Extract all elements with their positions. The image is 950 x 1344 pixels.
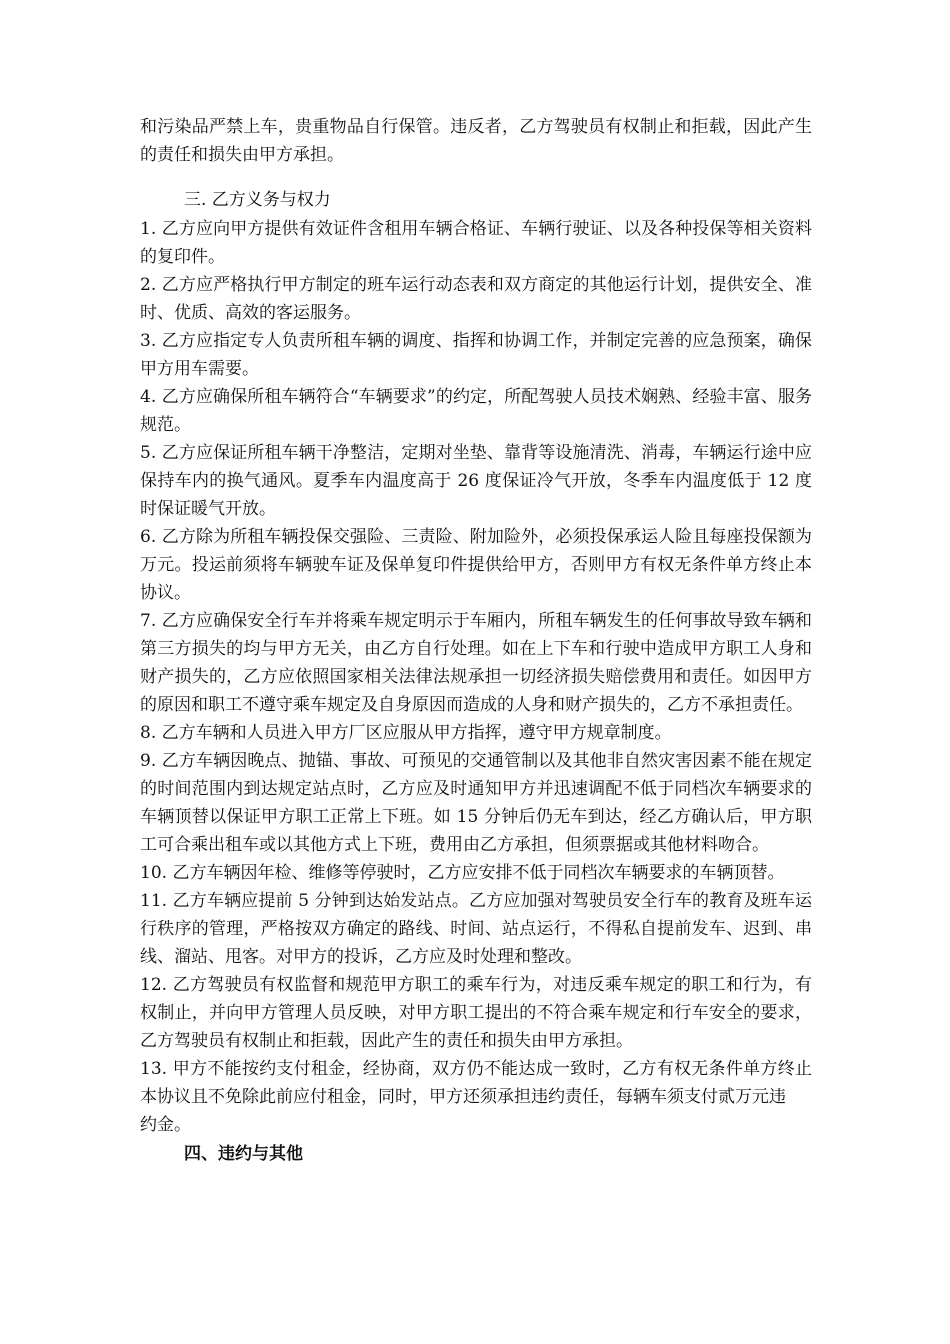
continued-paragraph: 和污染品严禁上车，贵重物品自行保管。违反者，乙方驾驶员有权制止和拒载，因此产生的责任和损失由甲方承担。 — [140, 117, 812, 165]
list-item: 7. 乙方应确保安全行车并将乘车规定明示于车厢内，所租车辆发生的任何事故导致车辆和第三方损失的均与甲方无关，由乙方自行处理。如在上下车和行驶中造成甲方职工人身和财产损失的，乙方应依照国家相关法律法规承担一切经济损失赔偿费用和责任。如因甲方的原因和职工不遵守乘车规定及自身原因而造成的人身和财产损失的，乙方不承担责任。 — [140, 611, 812, 715]
list-item: 5. 乙方应保证所租车辆干净整洁，定期对坐垫、靠背等设施清洗、消毒，车辆运行途中应保持车内的换气通风。夏季车内温度高于 26 度保证冷气开放，冬季车内温度低于 12 度时保证暖气开放。 — [140, 443, 812, 519]
section-heading-four: 四、违约与其他 — [184, 1144, 303, 1164]
document-body — [140, 113, 897, 1169]
list-item: 4. 乙方应确保所租车辆符合“车辆要求”的约定，所配驾驶人员技术娴熟、经验丰富、服务规范。 — [140, 387, 812, 435]
list-item-continuation: 约金。 — [140, 1115, 191, 1135]
list-item: 2. 乙方应严格执行甲方制定的班车运行动态表和双方商定的其他运行计划，提供安全、准时、优质、高效的客运服务。 — [140, 275, 812, 323]
list-item: 8. 乙方车辆和人员进入甲方厂区应服从甲方指挥，遵守甲方规章制度。 — [140, 723, 672, 743]
list-item: 6. 乙方除为所租车辆投保交强险、三责险、附加险外，必须投保承运人险且每座投保额为 万元。投运前须将车辆驶车证及保单复印件提供给甲方，否则甲方有权无条件单方终止本协议。 — [140, 527, 897, 603]
list-item: 3. 乙方应指定专人负责所租车辆的调度、指挥和协调工作，并制定完善的应急预案，确保甲方用车需要。 — [140, 331, 812, 379]
section-heading-three: 三. 乙方义务与权力 — [184, 190, 331, 210]
list-item: 9. 乙方车辆因晚点、抛锚、事故、可预见的交通管制以及其他非自然灾害因素不能在规定的时间范围内到达规定站点时，乙方应及时通知甲方并迅速调配不低于同档次车辆要求的车辆顶替以保证甲方职工正常上下班。如 15 分钟后仍无车到达，经乙方确认后，甲方职工可合乘出租车或以其他方式上下班，费用由乙方承担，但须票据或其他材料吻合。 — [140, 751, 812, 855]
list-item: 10. 乙方车辆因年检、维修等停驶时，乙方应安排不低于同档次车辆要求的车辆顶替。 — [140, 863, 785, 883]
list-item: 12. 乙方驾驶员有权监督和规范甲方职工的乘车行为，对违反乘车规定的职工和行为，有权制止，并向甲方管理人员反映，对甲方职工提出的不符合乘车规定和行车安全的要求，乙方驾驶员有权制止和拒载，因此产生的责任和损失由甲方承担。 — [140, 975, 812, 1051]
list-item: 11. 乙方车辆应提前 5 分钟到达始发站点。乙方应加强对驾驶员安全行车的教育及班车运行秩序的管理，严格按双方确定的路线、时间、站点运行，不得私自提前发车、迟到、串线、溜站、甩客。对甲方的投诉，乙方应及时处理和整改。 — [140, 891, 812, 967]
list-item: 1. 乙方应向甲方提供有效证件含租用车辆合格证、车辆行驶证、以及各种投保等相关资料的复印件。 — [140, 219, 812, 267]
list-item: 13. 甲方不能按约支付租金，经协商，双方仍不能达成一致时，乙方有权无条件单方终止本协议且不免除此前应付租金，同时，甲方还须承担违约责任，每辆车须支付贰万元违 — [140, 1059, 812, 1107]
